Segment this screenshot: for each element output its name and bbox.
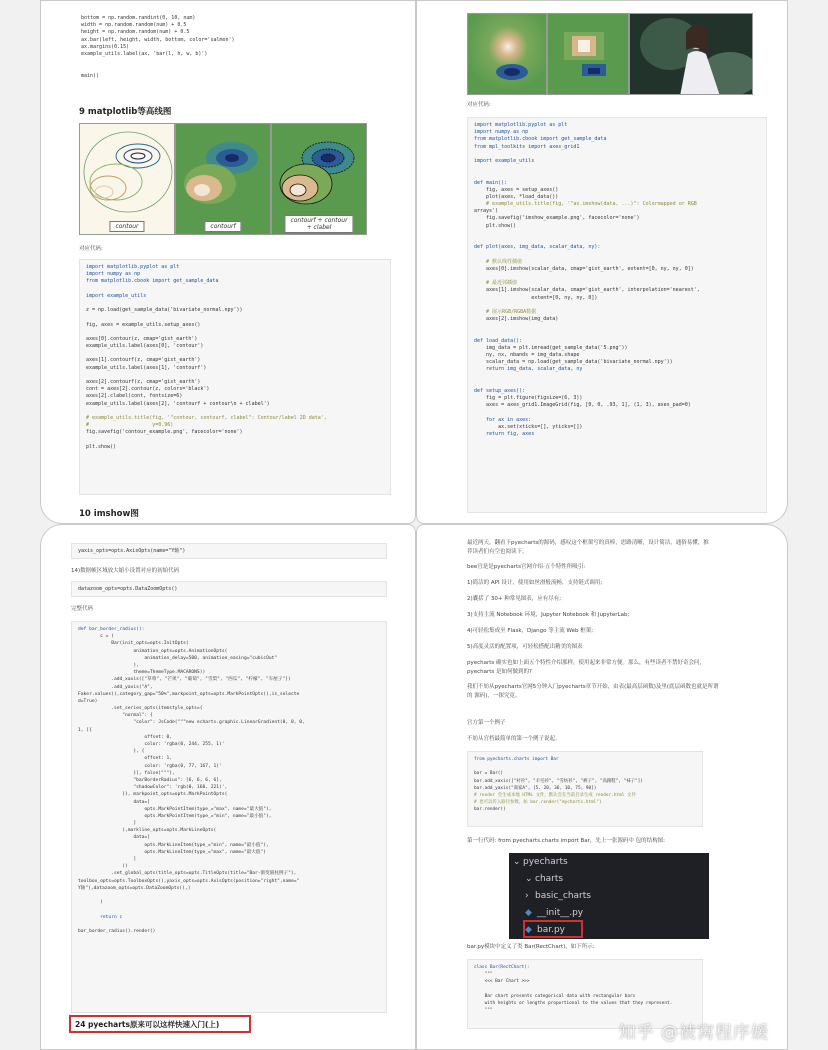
code-line: plt.show() <box>86 443 117 450</box>
code-line: "color": JsCode("""new echarts.graphic.LinearGradient(0, 0, 0, <box>78 720 305 726</box>
tree-label: charts <box>535 873 564 884</box>
code-line: height = np.random.random(num) + 0.5 <box>81 29 190 36</box>
code-line: plt.show() <box>474 222 517 229</box>
code-line <box>78 906 380 913</box>
tree-row-basic-charts[interactable] <box>525 887 591 904</box>
tree-label: bar.py <box>537 924 566 935</box>
python-file-icon: ◆ <box>525 924 532 935</box>
code-line: import numpy as np <box>86 271 141 278</box>
code-line: example_utils.label(axes[1], 'contourf') <box>86 364 207 371</box>
code-line: def plot(axes, img_data, scalar_data, ny): <box>474 244 601 251</box>
chevron-down-icon: ⌄ <box>513 856 521 867</box>
code-line: Bar chart presents categorical data with rectangular bars <box>474 993 636 999</box>
code-line: opts.MarkPointItem(type_="min", name="最小值"), <box>78 813 272 819</box>
code-line: animation_opts=opts.AnimationOpts( <box>78 648 228 654</box>
page-top-left <box>40 0 416 524</box>
code-line <box>86 286 384 293</box>
imshow-rgb-photo <box>629 13 753 95</box>
code-line: bottom = np.random.randint(0, 10, num) <box>81 15 196 21</box>
code-line <box>78 921 380 928</box>
plot-label: contour <box>109 221 144 232</box>
code-line: opts.MarkPointItem(type_="max", name="最大值"), <box>78 806 272 812</box>
code-line: c = ( <box>78 634 114 640</box>
code-line <box>474 374 760 381</box>
page-top-right <box>416 0 788 524</box>
contourf-clabel-plot <box>271 123 367 235</box>
code-line <box>81 58 387 65</box>
plot-label: contourf + contour + clabel <box>284 215 353 233</box>
code-yaxis-opts: yaxis_opts=opts.AxisOpts(name="Y轴") <box>71 543 387 559</box>
text-datazoom: 14)数据帧区域放大缩小设置对应的初始代码 <box>71 568 180 574</box>
code-line: offset: 0, <box>78 734 173 740</box>
imshow-linear-plot <box>467 13 547 95</box>
chevron-down-icon: ⌄ <box>525 873 533 884</box>
heading-contour: 9 matplotlib等高线图 <box>79 107 172 117</box>
package-file-tree <box>509 853 709 939</box>
code-line: bar.render() <box>474 807 506 813</box>
code-line <box>474 302 760 309</box>
code-line: return img_data, scalar_data, ny <box>474 366 583 373</box>
code-line: with heights or lengths proportional to the values that they represent. <box>474 1000 673 1006</box>
code-line: arrays') <box>474 208 499 215</box>
tree-row-charts[interactable] <box>525 870 563 887</box>
code-line: example_utils.label(axes[0], 'contour') <box>86 343 204 350</box>
code-line <box>86 350 384 357</box>
tree-label: __init__.py <box>537 907 584 918</box>
code-line: cont = axes[2].contour(z, colors='black') <box>86 386 210 393</box>
code-line: import matplotlib.pyplot as plt <box>86 264 180 270</box>
code-line: z = np.load(get_sample_data('bivariate_normal.npy')) <box>86 307 243 314</box>
code-line <box>474 381 760 388</box>
code-line <box>81 65 387 72</box>
chevron-right-icon: › <box>525 890 529 901</box>
code-line: ] <box>78 857 137 862</box>
code-line: axes[2].contourf(z, cmap='gist_earth') <box>86 379 201 385</box>
paragraph-3b: pyecharts 是如何做到的? <box>467 669 532 675</box>
code-line <box>474 230 760 237</box>
section-first-example: 官方第一个例子 <box>467 720 506 726</box>
code-intro: 对应代码: <box>79 246 103 252</box>
code-line: class Bar(RectChart): <box>474 965 530 970</box>
tree-row-pyecharts[interactable] <box>513 853 568 870</box>
code-line: return fig, axes <box>474 431 535 438</box>
code-line: ax.bar(left, height, width, bottom, color='salmon') <box>81 36 235 43</box>
code-line: bar = Bar() <box>474 771 504 777</box>
code-line <box>86 408 384 415</box>
text-full-code: 完整代码 <box>71 606 94 612</box>
code-line <box>86 437 384 444</box>
code-line: animation_delay=500, animation_easing="cubicOut" <box>78 655 278 661</box>
feature-3: 3)支持主流 Notebook 环境，Jupyter Notebook 和 JupyterLab; <box>467 612 630 618</box>
code-line: .add_yaxis("A", <box>78 684 153 690</box>
code-line: from matplotlib.cbook import get_sample_data <box>86 278 219 285</box>
code-line: # 最近邻插值 <box>474 280 518 287</box>
code-line: axes = axes_grid1.ImageGrid(fig, [0, 0, .93, 1], (1, 3), axes_pad=0) <box>474 402 691 409</box>
paragraph-2: bee官是是pyecharts官网介绍·五个特性所吸引: <box>467 564 586 570</box>
feature-4: 4)可轻松集成至 Flask，Django 等主流 Web 框架; <box>467 628 594 634</box>
code-line: Faker.values(),category_gap="50%",markpoint_opts=opts.MarkPointOpts(),is_selecte <box>78 691 300 697</box>
code-line: # render 会生成本地 HTML 文件，默认会在当前目录生成 render.html 文件 <box>474 792 636 798</box>
code-line <box>474 410 760 417</box>
code-line: opts.MarkLineItem(type_="max", name="最大值") <box>78 849 267 855</box>
code-line <box>474 330 760 337</box>
code-line: axes[2].clabel(cont, fontsize=6) <box>86 393 183 400</box>
feature-5: 5)高度灵活的配置项，可轻松搭配出精美的图表 <box>467 644 583 650</box>
imshow-linear <box>468 14 547 95</box>
code-line: ax.margins(0.15) <box>81 43 130 50</box>
code-line: data=[ <box>78 799 150 805</box>
code-line: bar_border_radius().render() <box>78 928 156 934</box>
paragraph-5: 不妨从官档最简单的第一个例子说起。 <box>467 736 561 742</box>
code-line: def setup_axes(): <box>474 387 526 394</box>
code-line: axes[0].imshow(scalar_data, cmap='gist_earth', extent=[0, ny, ny, 0]) <box>474 265 694 272</box>
code-block-bar <box>75 11 393 95</box>
code-line <box>474 251 760 258</box>
code-line: color: 'rgba(0, 244, 255, 1)' <box>78 742 225 747</box>
code-line: import numpy as np <box>474 129 529 136</box>
code-line: "normal": { <box>78 713 153 719</box>
code-line <box>474 763 696 770</box>
code-line: ), <box>78 662 139 668</box>
code-line: # y=0.96) <box>86 422 174 429</box>
first-line-text: 第一行代码: from pyecharts.charts import Bar，先上一张源码中 包的结构图: <box>467 838 666 844</box>
contour-lines <box>80 124 175 235</box>
code-line: opts.MarkLineItem(type_="min", name="最小值"), <box>78 842 269 848</box>
code-line: example_utils.label(ax, 'bar(l, h, w, b)') <box>81 50 208 57</box>
code-line: "shadowColor": 'rgb(0, 160, 221)', <box>78 785 228 791</box>
code-line: fig, axes = setup_axes() <box>474 186 559 193</box>
code-block-contour <box>79 259 391 495</box>
code-line: """ <box>474 972 493 978</box>
code-line: from pyecharts.charts import Bar <box>474 757 559 762</box>
code-line: main() <box>81 72 100 79</box>
tree-row-init[interactable] <box>525 904 583 921</box>
paragraph-1b: 荐读者们有空也阅读下。 <box>467 549 528 555</box>
code-line: example_utils.label(axes[2], 'contourf + contour\n + clabel') <box>86 400 270 407</box>
code-line: scalar_data = np.load(get_sample_data('bivariate_normal.npy')) <box>474 359 673 366</box>
code-line: """ <box>474 1008 493 1014</box>
code-line: }, { <box>78 749 145 755</box>
code-line: def main(): <box>474 179 508 186</box>
code-line <box>474 237 760 244</box>
code-line: .set_global_opts(title_opts=opts.TitleOpts(title="Bar-渐变圆柱例子"), <box>78 871 297 877</box>
code-datazoom-opts: datazoom_opts=opts.DataZoomOpts() <box>71 581 387 597</box>
code-line: import example_utils <box>474 157 535 164</box>
code-line: }}, markpoint_opts=opts.MarkPointOpts( <box>78 792 228 798</box>
code-line <box>78 892 380 899</box>
code-line: from matplotlib.cbook import get_sample_data <box>474 136 607 143</box>
code-line: offset: 1, <box>78 756 173 762</box>
contourf-fill <box>176 124 271 235</box>
code-block-first-bar <box>467 751 703 827</box>
contour-plot <box>79 123 175 235</box>
code-line: # 默认线性插值 <box>474 258 523 265</box>
code-line <box>86 329 384 336</box>
watermark: 知乎 @被窝程序媛 <box>618 1023 769 1043</box>
code-block-imshow <box>467 117 767 513</box>
code-line: axes[1].imshow(scalar_data, cmap='gist_earth', interpolation='nearest', <box>474 287 700 294</box>
code-line <box>86 300 384 307</box>
code-line: .add_xaxis(["草莓", "芒果", "葡萄", "雪梨", "西瓜", "柠檬", "车厘子"]) <box>78 677 291 683</box>
code-line: extent=[0, ny, ny, 0]) <box>474 294 598 301</box>
code-block-bar-radius <box>71 621 387 1013</box>
imshow-nearest <box>548 14 629 95</box>
code-line: axes[2].imshow(img_data) <box>474 316 559 323</box>
contourf-plot <box>175 123 271 235</box>
code-line: width = np.random.random(num) + 0.5 <box>81 22 187 29</box>
plot-label: contourf <box>204 221 241 232</box>
photo-woman <box>630 14 753 95</box>
code-line: plot(axes, *load_data()) <box>474 193 559 200</box>
paragraph-3a: pyecharts 确实也如上面五个特性介绍那样，使用起来非常方便。那么，有些读者不禁好奇会问， <box>467 660 706 666</box>
tree-label: pyecharts <box>523 856 568 867</box>
code-line: "barBorderRadius": [6, 6, 6, 6], <box>78 777 222 783</box>
paragraph-4a: 我们不妨从pyecharts官网5分钟入门pyecharts章节开始，由表(最高层函数)及里(底层函数也就是所谓 <box>467 684 719 690</box>
feature-2: 2)囊括了 30+ 种常见图表，应有尽有; <box>467 596 562 602</box>
code-line: fig.savefig('imshow_example.png', facecolor='none') <box>474 215 640 222</box>
code-line: def bar_border_radius(): <box>78 627 145 632</box>
code-line: toolbox_opts=opts.ToolboxOpts(),yaxis_opts=opts.AxisOpts(position="right",name=" <box>78 878 300 884</box>
code-line: Bar(init_opts=opts.InitOpts( <box>78 641 189 647</box>
code-line: data=[ <box>78 835 150 841</box>
code-line: ),markline_opts=opts.MarkLineOpts( <box>78 828 217 834</box>
code-line: ny, nx, nbands = img_data.shape <box>474 352 580 358</box>
code-line: return c <box>78 914 123 920</box>
code-line: d=True) <box>78 698 98 704</box>
code-line: bar.add_xaxis(["衬衫", "羊毛衫", "雪纺衫", "裤子", "高跟鞋", "袜子"]) <box>474 778 643 784</box>
bar-py-highlight <box>523 920 583 938</box>
code-line: bar.add_yaxis("商家A", [5, 20, 36, 10, 75, 90]) <box>474 785 597 791</box>
code-line: img_data = plt.imread(get_sample_data('5.png')) <box>474 344 628 351</box>
code-line: ) <box>78 900 103 906</box>
code-line: <<< Bar Chart >>> <box>474 979 530 985</box>
code-line: 1, [{ <box>78 727 92 733</box>
code-line: # example_utils.title(fig, '"ax.imshow(data, ...)": Colormapped or RGB <box>474 201 697 208</box>
code-line: import example_utils <box>86 292 147 299</box>
code-line: # 也可以传入路径参数，如 bar.render("mycharts.html") <box>474 800 602 806</box>
code-line: for ax in axes: <box>474 416 532 423</box>
code-line: }], false)"""), <box>78 770 175 776</box>
code-line: fig.savefig('contour_example.png', facecolor='none') <box>86 429 243 436</box>
heading-imshow: 10 imshow图 <box>79 509 139 519</box>
code-line: theme=ThemeType.MACARONS)) <box>78 670 206 676</box>
code-intro: 对应代码: <box>467 102 491 108</box>
imshow-nearest-plot <box>547 13 629 95</box>
code-line <box>474 172 760 179</box>
code-line: import matplotlib.pyplot as plt <box>474 122 568 128</box>
code-line: def load_data(): <box>474 337 523 344</box>
code-line <box>474 323 760 330</box>
code-line: .set_series_opts(itemstyle_opts={ <box>78 706 203 712</box>
heading-pyecharts: 24 pyecharts原来可以这样快速入门(上) <box>75 1020 220 1029</box>
code-line: fig, axes = example_utils.setup_axes() <box>86 321 201 328</box>
code-line: # 展示RGB/RGBA数据 <box>474 308 537 315</box>
paragraph-1a: 最近两天，翻看下pyecharts的源码，感叹这个框架写的真棒，思路清晰，设计简洁，通俗易懂，推 <box>467 540 709 546</box>
code-line: Y轴"),datazoom_opts=opts.DataZoomOpts(),) <box>78 885 191 891</box>
bar-module-text: bar.py模块中定义了类 Bar(RectChart)，如下所示: <box>467 944 595 950</box>
tree-label: basic_charts <box>535 890 591 901</box>
code-line: fig = plt.figure(figsize=(6, 3)) <box>474 395 583 402</box>
code-line: color: 'rgba(0, 77, 167, 1)' <box>78 763 222 769</box>
code-line: from mpl_toolkits import axes_grid1 <box>474 143 580 150</box>
code-line <box>474 986 696 993</box>
code-line <box>86 372 384 379</box>
page-bottom-right <box>416 524 788 1050</box>
code-line: axes[1].contourf(z, cmap='gist_earth') <box>86 357 201 364</box>
code-line: ] <box>78 821 137 827</box>
code-line <box>474 151 760 158</box>
code-line: ax.set(xticks=[], yticks=[]) <box>474 423 583 430</box>
code-line: )) <box>78 864 128 870</box>
feature-1: 1)简洁的 API 设计，使用如丝滑般流畅，支持链式调用; <box>467 580 603 586</box>
code-line <box>474 165 760 172</box>
code-line: axes[0].contour(z, cmap='gist_earth') <box>86 335 198 342</box>
code-line <box>86 314 384 321</box>
python-file-icon: ◆ <box>525 907 532 918</box>
code-line: # example_utils.title(fig, '"contour, contourf, clabel": Contour/label 2D data', <box>86 414 327 421</box>
paragraph-4b: 的 源码)，一探究竟。 <box>467 693 521 699</box>
page-bottom-left <box>40 524 416 1050</box>
